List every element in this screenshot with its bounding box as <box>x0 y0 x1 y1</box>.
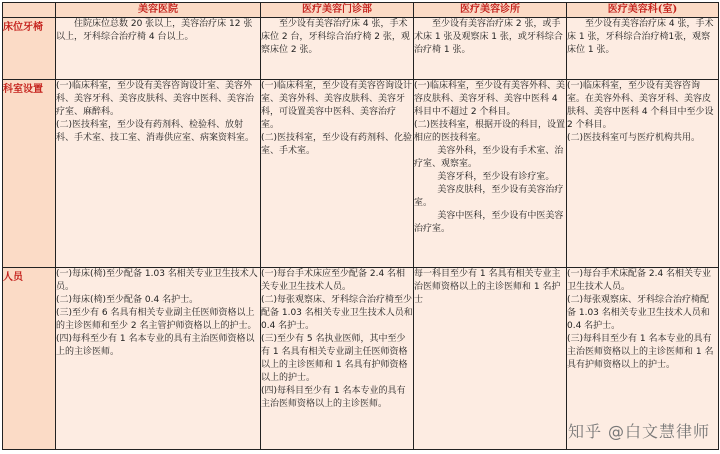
table-cell <box>56 18 261 80</box>
cell-paragraph: 美容皮肤科，至少设有美容治疗室。 <box>414 185 564 208</box>
row-label-departments: 科室设置 <box>3 80 56 268</box>
watermark-site: 知乎 <box>567 422 602 441</box>
cell-paragraph: (一)临床科室，至少设有美容咨询设计室、美容外科、美容牙科、美容皮肤科、美容中医科、美容治疗室、麻醉科。 <box>56 81 255 117</box>
table-cell <box>56 268 261 450</box>
cell-paragraph: (一)每床(椅)至少配备 1.03 名相关专业卫生技术人员。 <box>56 269 258 292</box>
table-cell <box>414 268 567 450</box>
table-cell <box>56 80 261 268</box>
cell-paragraph: 美容中医科，至少设有中医美容治疗室。 <box>414 211 564 234</box>
table-cell <box>567 80 719 268</box>
cell-paragraph: (一)每台手术床配备 2.4 名相关专业卫生技术人员。 <box>567 269 712 292</box>
cell-paragraph: (二)医技科室，根据开设的科目，设置相应的医技科室。 <box>414 120 566 143</box>
cell-paragraph: (二)每张观察床、牙科综合治疗椅至少配备 1.03 名相关专业卫生技术人员和 0.4 名护士。 <box>261 295 413 331</box>
row-label-staff: 人员 <box>3 268 56 450</box>
cell-paragraph: 美容外科，至少设有手术室、治疗室、观察室。 <box>414 146 564 169</box>
cell-paragraph: (二)每床(椅)至少配备 0.4 名护士。 <box>56 295 199 305</box>
cell-paragraph: (二)医技科室，至少设有药剂科、化验室、手术室。 <box>261 133 413 156</box>
cell-paragraph: 美容牙科，至少设有诊疗室。 <box>437 172 555 182</box>
cell-paragraph: (二)医技科室可与医疗机构共用。 <box>567 133 701 143</box>
table-cell <box>567 18 719 80</box>
cell-paragraph: (三)至少有 5 名执业医师，其中至少有 1 名具有相关专业副主任医师资格以上的主诊医师和 1 名具有护师资格以上的护士。 <box>261 334 408 383</box>
header-hospital: 美容医院 <box>56 3 261 18</box>
table-row <box>3 18 719 80</box>
comparison-table <box>2 2 719 450</box>
table-cell <box>414 80 567 268</box>
cell-paragraph: (一)临床科室，至少设有美容外科、美容皮肤科、美容牙科、美容中医科 4 科目中不超过 2 个科目。 <box>414 81 566 117</box>
corner-cell <box>3 3 56 18</box>
cell-paragraph: (一)每台手术床应至少配备 2.4 名相关专业卫生技术人员。 <box>261 269 406 292</box>
cell-paragraph: (三)每科目至少有 1 名本专业的具有主治医师资格以上的主诊医师和 1 名具有护师资格以上的护士。 <box>567 334 714 370</box>
header-department: 医疗美容科(室) <box>567 3 719 18</box>
cell-paragraph: 住院床位总数 20 张以上，美容治疗床 12 张以上，牙科综合治疗椅 4 台以上。 <box>56 19 253 42</box>
cell-paragraph: (一)临床科室，至少设有美容咨询室。在美容外科、美容牙科、美容皮肤科、美容中医科 4 个科目中至少设 2 个科目。 <box>567 81 717 130</box>
table-cell <box>261 80 414 268</box>
cell-paragraph: 至少设有美容治疗床 4 张，手术床位 2 台，牙科综合治疗椅 2 张，观察床位 2 张。 <box>261 19 410 55</box>
cell-paragraph: (四)每科至少有 1 名本专业的具有主治医师资格以上的主诊医师。 <box>56 334 255 357</box>
cell-paragraph: (三)至少有 6 名具有相关专业副主任医师资格以上的主诊医师和至少 2 名主管护师资格以上的护士。 <box>56 308 257 331</box>
table-cell <box>414 18 567 80</box>
watermark-handle: @白文慧律师 <box>607 422 710 441</box>
cell-paragraph: (一)临床科室，至少设有美容咨询设计室、美容外科、美容皮肤科、美容牙科，可设置美容中医科、美容治疗室。 <box>261 81 413 130</box>
cell-paragraph: (二)每张观察床、牙科综合治疗椅配备 1.03 名相关专业卫生技术人员和 0.4 名护士。 <box>567 295 713 331</box>
header-outpatient: 医疗美容门诊部 <box>261 3 414 18</box>
table-cell <box>261 18 414 80</box>
cell-paragraph: (二)医技科室，至少设有药剂科、检验科、放射科、手术室、技工室、消毒供应室、病案资料室。 <box>56 120 255 143</box>
cell-paragraph: (四)每科目至少有 1 名本专业的具有主治医师资格以上的主诊医师。 <box>261 386 406 409</box>
cell-paragraph: 至少设有美容治疗床 2 张，或手术床 1 张及观察床 1 张，或牙科综合治疗椅 1 张。 <box>414 19 563 55</box>
row-label-beds: 床位牙椅 <box>3 18 56 80</box>
table-cell <box>261 268 414 450</box>
watermark <box>568 419 710 442</box>
cell-paragraph: 每一科目至少有 1 名具有相关专业主治医师资格以上的主诊医师和 1 名护士 <box>414 269 561 305</box>
header-row <box>3 3 719 18</box>
cell-paragraph: 至少设有美容治疗床 4 张，手术床 1 张，牙科综合治疗椅1张，观察床位 1 张。 <box>567 19 714 55</box>
header-clinic: 医疗美容诊所 <box>414 3 567 18</box>
table-row <box>3 80 719 268</box>
